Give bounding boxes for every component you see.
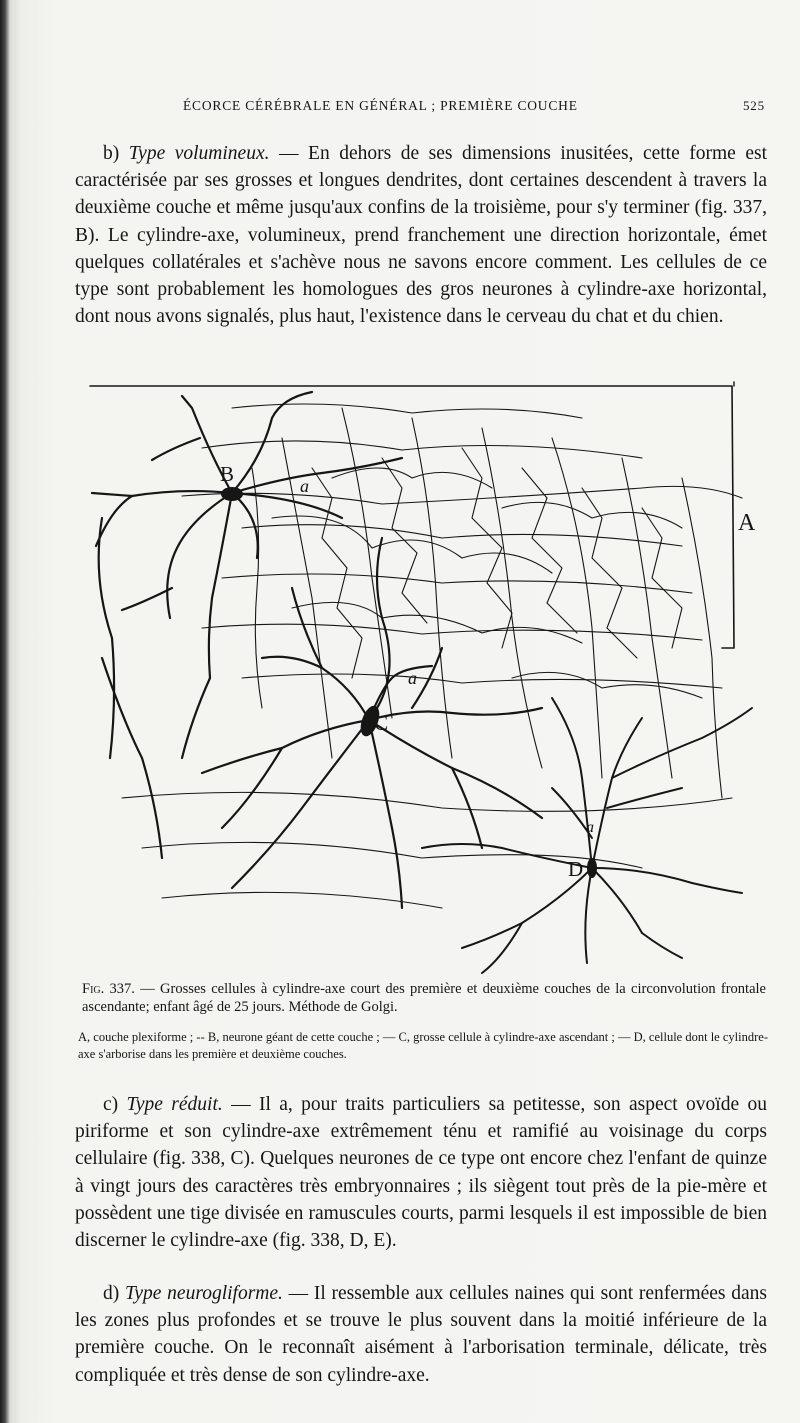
paragraph-text: — Il ressemble aux cellules naines qui sont renfermées dans les zones plus profondes et se trouve le plus souvent dans la moitié inférieure de la première couche. On le reconnaît aisément à l'arborisation terminale, délicate, très compliquée et très dense de son cylindre-axe. [75, 1283, 767, 1386]
paragraph-heading: Type réduit. [126, 1094, 223, 1115]
cell-b-body [221, 487, 243, 501]
paragraph-text: — En dehors de ses dimensions inusitées, cette forme est caractérisée par ses grosses et longues dendrites, dont certaines descendent à travers la deuxième couche et même jusqu'aux confins de la troisième, pour s'y terminer (fig. 337, B). Le cylindre-axe, volumineux, prend franchement une direction horizontale, émet quelques collatérales et s'achève nous ne savons encore comment. Les cellules de ce type sont probablement les homologues des gros neurones à cylindre-axe horizontal, dont nous avons signalés, plus haut, l'existence dans le cerveau du chat et du chien. [75, 143, 768, 328]
figure-legend: A, couche plexiforme ; -- B, neurone géant de cette couche ; — C, grosse cellule à cylindre-axe ascendant ; — D, cellule dont le cylindre-axe s'arborise dans les première et deuxième couches. [78, 1030, 768, 1061]
paragraph-label: d) [103, 1283, 125, 1304]
label-b: B [220, 462, 235, 486]
label-a-axon-c: a [408, 668, 417, 688]
paragraph-label: b) [103, 143, 129, 164]
neuron-drawing [82, 378, 772, 978]
label-a-axon-b: a [300, 476, 309, 496]
figure-id: Fig. 337. [82, 981, 135, 997]
paragraph-text: — Il a, pour traits particuliers sa petitesse, son aspect ovoïde ou piriforme et son cylindre-axe extrêmement ténu et ramifié au voisinage du corps cellulaire (fig. 338, C). Quelques neurones de ce type ont encore chez l'enfant de quinze à vingt jours des caractères très embryonnaires ; ils siègent tout près de la pie-mère et possèdent une tige divisée en ramuscules courts, parmi lesquels il est impossible de bien discerner le cylindre-axe (fig. 338, D, E). [75, 1094, 767, 1252]
label-a-layer: A [738, 510, 756, 536]
page-number: 525 [743, 98, 765, 113]
cell-d-body [587, 858, 597, 878]
running-header [0, 96, 800, 118]
label-a-axon-d: a [586, 819, 594, 836]
caption-text: — Grosses cellules à cylindre-axe court des première et deuxième couches de la circonvolution frontale ascendante; enfant âgé de 25 jours. Méthode de Golgi. [82, 981, 766, 1015]
paragraph-type-neurogliforme [75, 1280, 767, 1389]
label-d: D [568, 857, 584, 881]
figure-caption [82, 980, 766, 1016]
paragraph-type-volumineux [75, 140, 767, 330]
label-c: C [374, 711, 389, 735]
paragraph-heading: Type volumineux. [128, 143, 270, 164]
paragraph-heading: Type neurogliforme. [124, 1283, 283, 1304]
paragraph-type-reduit [75, 1091, 767, 1254]
running-title: ÉCORCE CÉRÉBRALE EN GÉNÉRAL ; PREMIÈRE COUCHE [183, 98, 578, 113]
paragraph-label: c) [103, 1094, 127, 1115]
figure-337-neurons [82, 378, 772, 978]
